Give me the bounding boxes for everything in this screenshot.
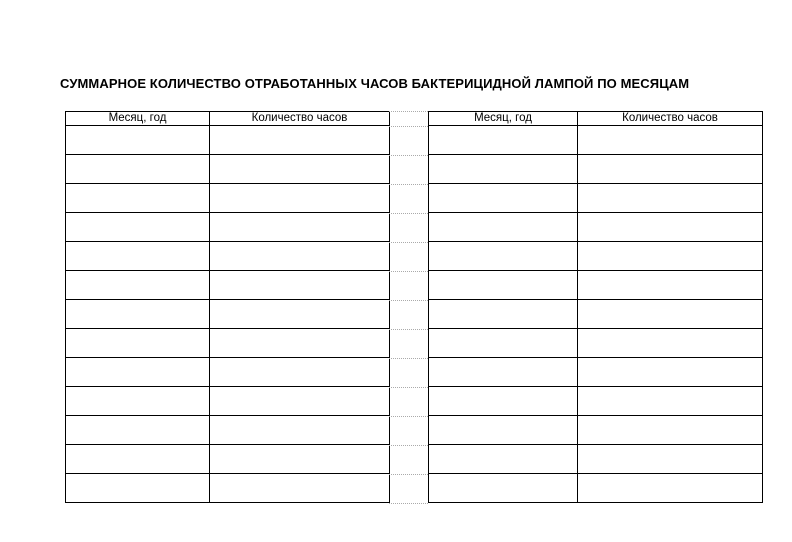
table-row — [429, 155, 763, 184]
page-title: СУММАРНОЕ КОЛИЧЕСТВО ОТРАБОТАННЫХ ЧАСОВ БАКТЕРИЦИДНОЙ ЛАМПОЙ ПО МЕСЯЦАМ — [60, 76, 690, 91]
cell-hours[interactable] — [210, 300, 390, 329]
cell-hours[interactable] — [210, 445, 390, 474]
table-row — [66, 474, 390, 503]
table-row — [429, 416, 763, 445]
cell-hours[interactable] — [210, 213, 390, 242]
table-row — [429, 329, 763, 358]
cell-month-year[interactable] — [66, 155, 210, 184]
cell-hours[interactable] — [210, 155, 390, 184]
cell-month-year[interactable] — [66, 300, 210, 329]
table-header-row — [66, 112, 390, 126]
table-row — [66, 358, 390, 387]
cell-hours[interactable] — [578, 271, 763, 300]
cell-month-year[interactable] — [429, 358, 578, 387]
cell-month-year[interactable] — [66, 271, 210, 300]
cell-month-year[interactable] — [429, 474, 578, 503]
table-row — [429, 213, 763, 242]
cell-hours[interactable] — [578, 242, 763, 271]
table-row — [66, 184, 390, 213]
cell-hours[interactable] — [578, 474, 763, 503]
table-row — [429, 445, 763, 474]
separator-dotted-line — [389, 300, 428, 301]
cell-month-year[interactable] — [429, 126, 578, 155]
cell-month-year[interactable] — [66, 358, 210, 387]
cell-month-year[interactable] — [66, 242, 210, 271]
cell-month-year[interactable] — [429, 184, 578, 213]
separator-dotted-line — [389, 329, 428, 330]
separator-dotted-line — [389, 242, 428, 243]
cell-month-year[interactable] — [66, 474, 210, 503]
column-header-month-year: Месяц, год — [66, 112, 210, 126]
separator-dotted-line — [389, 503, 428, 504]
cell-hours[interactable] — [210, 358, 390, 387]
cell-month-year[interactable] — [66, 445, 210, 474]
table-row — [429, 474, 763, 503]
separator-dotted-line — [389, 213, 428, 214]
cell-hours[interactable] — [578, 445, 763, 474]
cell-hours[interactable] — [578, 416, 763, 445]
column-header-hours: Количество часов — [210, 112, 390, 126]
separator-dotted-line — [389, 155, 428, 156]
cell-hours[interactable] — [578, 300, 763, 329]
separator-dotted-line — [389, 445, 428, 446]
separator-dotted-line — [389, 126, 428, 127]
cell-month-year[interactable] — [66, 184, 210, 213]
table-header-row — [429, 112, 763, 126]
table-row — [66, 126, 390, 155]
cell-hours[interactable] — [578, 155, 763, 184]
hours-table-left — [65, 111, 390, 503]
table-row — [429, 184, 763, 213]
hours-table-right — [428, 111, 763, 503]
cell-hours[interactable] — [210, 126, 390, 155]
table-row — [66, 271, 390, 300]
table-row — [66, 416, 390, 445]
cell-month-year[interactable] — [429, 242, 578, 271]
column-header-month-year: Месяц, год — [429, 112, 578, 126]
table-row — [429, 300, 763, 329]
cell-month-year[interactable] — [429, 387, 578, 416]
cell-month-year[interactable] — [429, 271, 578, 300]
cell-hours[interactable] — [210, 184, 390, 213]
cell-hours[interactable] — [578, 126, 763, 155]
cell-month-year[interactable] — [66, 126, 210, 155]
cell-month-year[interactable] — [429, 416, 578, 445]
cell-hours[interactable] — [578, 329, 763, 358]
cell-month-year[interactable] — [429, 300, 578, 329]
column-header-hours: Количество часов — [578, 112, 763, 126]
cell-hours[interactable] — [210, 329, 390, 358]
cell-month-year[interactable] — [429, 329, 578, 358]
table-body — [429, 126, 763, 503]
cell-month-year[interactable] — [66, 387, 210, 416]
table-row — [429, 271, 763, 300]
separator-dotted-line — [389, 111, 428, 112]
cell-hours[interactable] — [210, 387, 390, 416]
cell-month-year[interactable] — [429, 155, 578, 184]
separator-dotted-line — [389, 416, 428, 417]
separator-dotted-line — [389, 387, 428, 388]
separator-dotted-line — [389, 184, 428, 185]
table-row — [66, 300, 390, 329]
separator-dotted-line — [389, 271, 428, 272]
cell-hours[interactable] — [578, 387, 763, 416]
cell-hours[interactable] — [210, 474, 390, 503]
table-row — [66, 155, 390, 184]
cell-hours[interactable] — [578, 358, 763, 387]
cell-hours[interactable] — [210, 242, 390, 271]
cell-hours[interactable] — [578, 213, 763, 242]
table-row — [66, 213, 390, 242]
table-row — [66, 329, 390, 358]
separator-dotted-line — [389, 474, 428, 475]
table-row — [429, 358, 763, 387]
cell-month-year[interactable] — [429, 213, 578, 242]
cell-month-year[interactable] — [66, 213, 210, 242]
table-row — [429, 387, 763, 416]
table-row — [66, 242, 390, 271]
table-body — [66, 126, 390, 503]
table-row — [66, 387, 390, 416]
table-row — [429, 242, 763, 271]
separator-dotted-line — [389, 358, 428, 359]
cell-hours[interactable] — [210, 271, 390, 300]
cell-month-year[interactable] — [66, 416, 210, 445]
cell-hours[interactable] — [578, 184, 763, 213]
cell-hours[interactable] — [210, 416, 390, 445]
cell-month-year[interactable] — [429, 445, 578, 474]
column-gap-separator — [389, 111, 428, 501]
table-row — [66, 445, 390, 474]
table-row — [429, 126, 763, 155]
cell-month-year[interactable] — [66, 329, 210, 358]
